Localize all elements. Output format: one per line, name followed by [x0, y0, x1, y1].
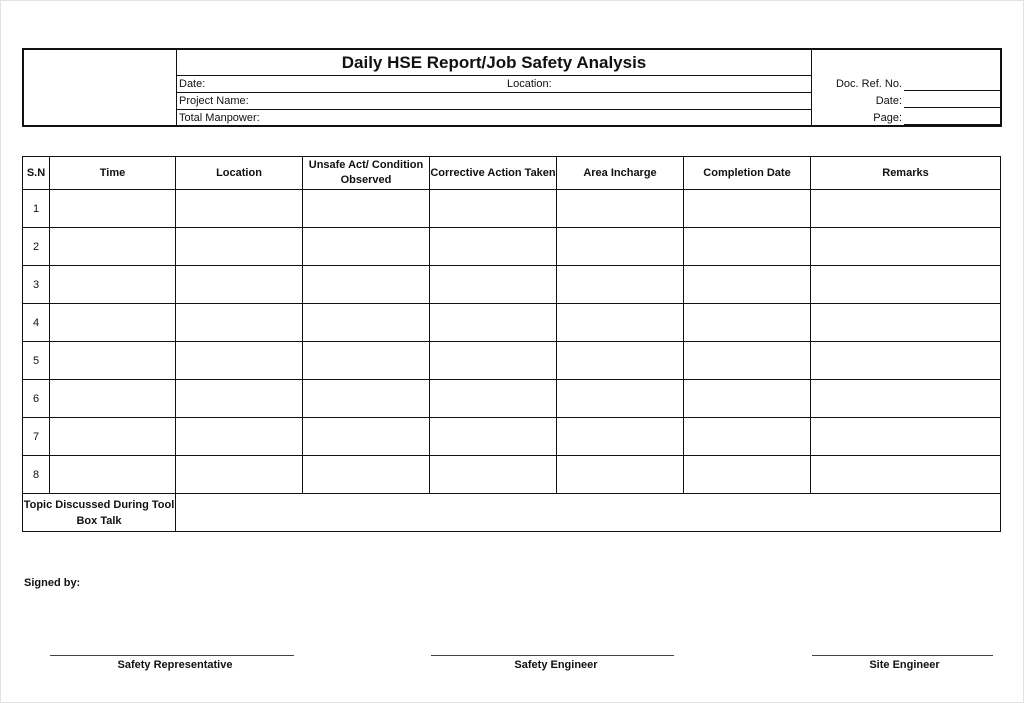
time-cell[interactable]: [50, 456, 176, 494]
area-incharge-cell[interactable]: [557, 228, 684, 266]
toolbox-talk-label: Topic Discussed During Tool Box Talk: [23, 494, 176, 532]
table-row: [23, 418, 1001, 456]
toolbox-talk-row: [23, 494, 1001, 532]
table-row: [23, 456, 1001, 494]
row-number: 8: [23, 456, 50, 494]
safety-observation-table: [22, 156, 1001, 532]
date-label: Date:: [179, 78, 206, 90]
corrective-action-cell[interactable]: [430, 418, 557, 456]
time-cell[interactable]: [50, 380, 176, 418]
column-header-time: Time: [50, 157, 176, 190]
corrective-action-cell[interactable]: [430, 190, 557, 228]
location-cell[interactable]: [176, 418, 303, 456]
doc-ref-label: Doc. Ref. No.: [835, 78, 902, 90]
table-row: [23, 342, 1001, 380]
completion-date-cell[interactable]: [684, 380, 811, 418]
report-header: [22, 48, 1002, 127]
completion-date-cell[interactable]: [684, 418, 811, 456]
table-row: [23, 190, 1001, 228]
unsafe-act-cell[interactable]: [303, 304, 430, 342]
doc-page-line: [904, 124, 1000, 125]
location-cell[interactable]: [176, 342, 303, 380]
doc-page-row: [812, 110, 1000, 126]
location-label: Location:: [507, 78, 552, 90]
unsafe-act-cell[interactable]: [303, 380, 430, 418]
remarks-cell[interactable]: [811, 266, 1001, 304]
location-cell[interactable]: [176, 190, 303, 228]
signature-label-site-engineer: Site Engineer: [869, 659, 940, 671]
location-cell[interactable]: [176, 456, 303, 494]
remarks-cell[interactable]: [811, 228, 1001, 266]
table-row: [23, 266, 1001, 304]
table-row: [23, 380, 1001, 418]
location-cell[interactable]: [176, 380, 303, 418]
unsafe-act-cell[interactable]: [303, 342, 430, 380]
column-header-completion-date: Completion Date: [684, 157, 811, 190]
remarks-cell[interactable]: [811, 418, 1001, 456]
remarks-cell[interactable]: [811, 456, 1001, 494]
location-cell[interactable]: [176, 266, 303, 304]
area-incharge-cell[interactable]: [557, 418, 684, 456]
signature-label-safety-engineer: Safety Engineer: [514, 659, 598, 671]
area-incharge-cell[interactable]: [557, 342, 684, 380]
doc-date-line: [904, 107, 1000, 108]
corrective-action-cell[interactable]: [430, 342, 557, 380]
remarks-cell[interactable]: [811, 190, 1001, 228]
completion-date-cell[interactable]: [684, 342, 811, 380]
doc-date-row: [812, 93, 1000, 109]
doc-page-label: Page:: [873, 112, 902, 124]
unsafe-act-cell[interactable]: [303, 418, 430, 456]
completion-date-cell[interactable]: [684, 304, 811, 342]
table-row: [23, 304, 1001, 342]
table-row: [23, 228, 1001, 266]
unsafe-act-cell[interactable]: [303, 190, 430, 228]
column-header-sn: S.N: [23, 157, 50, 190]
corrective-action-cell[interactable]: [430, 228, 557, 266]
time-cell[interactable]: [50, 266, 176, 304]
area-incharge-cell[interactable]: [557, 380, 684, 418]
signature-line-safety-representative: [50, 655, 294, 656]
corrective-action-cell[interactable]: [430, 456, 557, 494]
unsafe-act-cell[interactable]: [303, 228, 430, 266]
completion-date-cell[interactable]: [684, 456, 811, 494]
doc-ref-row: [812, 76, 1000, 92]
area-incharge-cell[interactable]: [557, 456, 684, 494]
time-cell[interactable]: [50, 228, 176, 266]
remarks-cell[interactable]: [811, 342, 1001, 380]
completion-date-cell[interactable]: [684, 228, 811, 266]
date-location-row: [177, 76, 811, 93]
corrective-action-cell[interactable]: [430, 266, 557, 304]
location-cell[interactable]: [176, 304, 303, 342]
toolbox-talk-field[interactable]: [176, 494, 1001, 532]
row-number: 3: [23, 266, 50, 304]
signature-label-safety-representative: Safety Representative: [117, 659, 233, 671]
remarks-cell[interactable]: [811, 380, 1001, 418]
row-number: 1: [23, 190, 50, 228]
time-cell[interactable]: [50, 190, 176, 228]
row-number: 4: [23, 304, 50, 342]
doc-ref-line: [904, 90, 1000, 91]
unsafe-act-cell[interactable]: [303, 456, 430, 494]
column-header-unsafe-act: Unsafe Act/ Condition Observed: [303, 157, 430, 190]
signature-line-safety-engineer: [431, 655, 674, 656]
manpower-row: [177, 110, 811, 126]
location-cell[interactable]: [176, 228, 303, 266]
remarks-cell[interactable]: [811, 304, 1001, 342]
unsafe-act-cell[interactable]: [303, 266, 430, 304]
row-number: 2: [23, 228, 50, 266]
corrective-action-cell[interactable]: [430, 304, 557, 342]
page-title: Daily HSE Report/Job Safety Analysis: [177, 50, 811, 76]
doc-date-label: Date:: [875, 95, 902, 107]
area-incharge-cell[interactable]: [557, 266, 684, 304]
time-cell[interactable]: [50, 304, 176, 342]
signature-line-site-engineer: [812, 655, 993, 656]
total-manpower-label: Total Manpower:: [179, 112, 260, 124]
area-incharge-cell[interactable]: [557, 190, 684, 228]
time-cell[interactable]: [50, 342, 176, 380]
table-header-row: [23, 157, 1001, 190]
project-name-row: [177, 93, 811, 110]
completion-date-cell[interactable]: [684, 266, 811, 304]
logo-cell: [24, 50, 177, 125]
area-incharge-cell[interactable]: [557, 304, 684, 342]
row-number: 7: [23, 418, 50, 456]
project-name-label: Project Name:: [179, 95, 249, 107]
doc-meta-cell: [812, 50, 1000, 125]
time-cell[interactable]: [50, 418, 176, 456]
column-header-area-incharge: Area Incharge: [557, 157, 684, 190]
column-header-location: Location: [176, 157, 303, 190]
column-header-remarks: Remarks: [811, 157, 1001, 190]
header-info-cell: [177, 50, 812, 125]
column-header-corrective-action: Corrective Action Taken: [430, 157, 557, 190]
signed-by-label: Signed by:: [24, 577, 81, 589]
row-number: 5: [23, 342, 50, 380]
row-number: 6: [23, 380, 50, 418]
corrective-action-cell[interactable]: [430, 380, 557, 418]
completion-date-cell[interactable]: [684, 190, 811, 228]
